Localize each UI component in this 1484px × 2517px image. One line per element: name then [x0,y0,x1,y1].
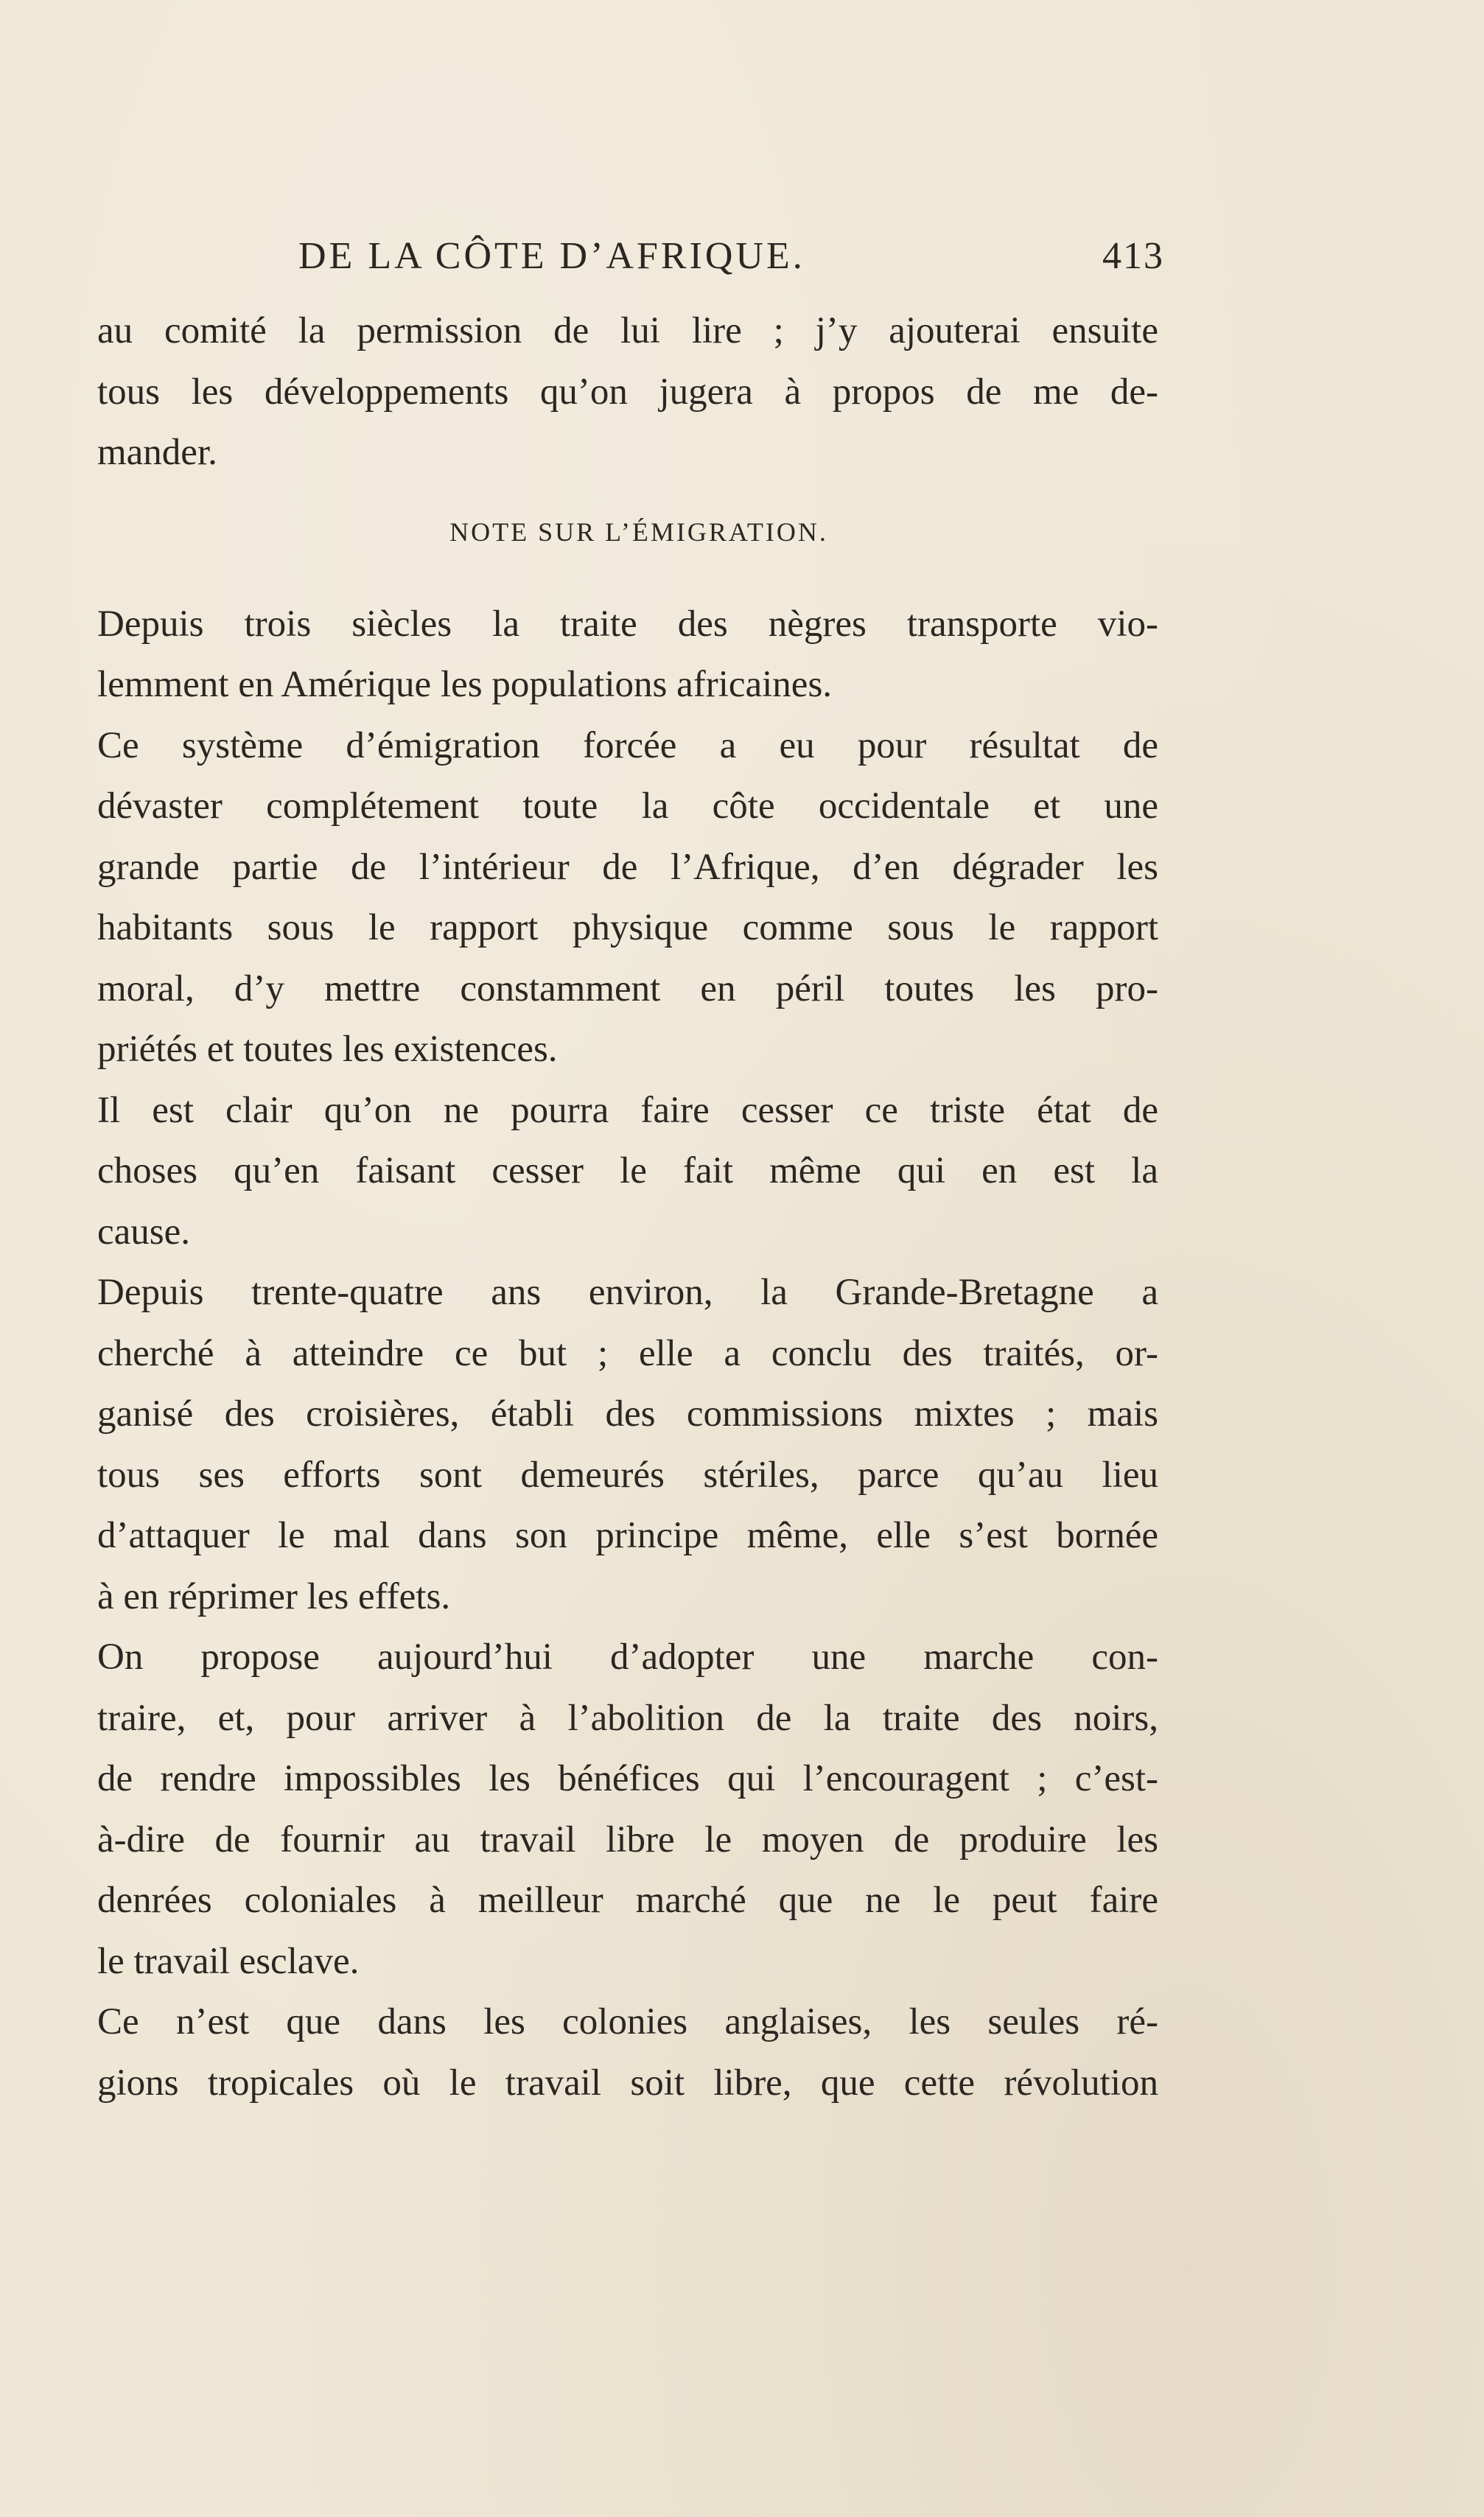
text-line: le travail esclave. [97,1940,360,1982]
text-line: de rendre impossibles les bénéfices qui l’encouragent ; c’est- [97,1758,1158,1799]
text-line: moral, d’y mettre constamment en péril toutes les pro- [97,967,1158,1009]
paragraph [97,1080,1158,1263]
text-line: denrées coloniales à meilleur marché que ne le peut faire [97,1880,1158,1921]
text-line: ganisé des croisières, établi des commissions mixtes ; mais [97,1393,1158,1435]
body-text [97,301,1158,2113]
paragraph [97,1627,1158,1992]
text-line: lemment en Amérique les populations africaines. [97,664,833,705]
text-line: Ce système d’émigration forcée a eu pour résultat de [97,724,1158,766]
paragraph [97,594,1158,715]
text-line: à-dire de fournir au travail libre le moyen de produire les [97,1818,1158,1860]
intro-paragraph [97,301,1158,483]
text-line: au comité la permission de lui lire ; j’y ajouterai ensuite [97,310,1158,351]
paragraph [97,715,1158,1080]
text-line: Il est clair qu’on ne pourra faire cesser ce triste état de [97,1089,1158,1131]
text-line: tous ses efforts sont demeurés stériles, parce qu’au lieu [97,1454,1158,1496]
section-heading: NOTE SUR L’ÉMIGRATION. [449,517,828,547]
text-line: cherché à atteindre ce but ; elle a conclu des traités, or- [97,1332,1158,1374]
heading-spacer [97,564,1158,594]
text-line: cause. [97,1211,191,1253]
text-line: tous les développements qu’on jugera à propos de me de- [97,371,1158,413]
text-line: habitants sous le rapport physique comme sous le rapport [97,907,1158,948]
text-line: On propose aujourd’hui d’adopter une marche con- [97,1636,1158,1678]
text-line: Ce n’est que dans les colonies anglaises, les seules ré- [97,2001,1158,2042]
text-line: d’attaquer le mal dans son principe même, elle s’est bornée [97,1515,1158,1556]
paragraph [97,1992,1158,2113]
text-line: Depuis trente-quatre ans environ, la Grande-Bretagne a [97,1272,1158,1313]
text-line: à en réprimer les effets. [97,1575,451,1617]
text-line: choses qu’en faisant cesser le fait même qui en est la [97,1150,1158,1191]
text-line: gions tropicales où le travail soit libre, que cette révolution [97,2062,1158,2104]
paragraph [97,1262,1158,1627]
running-title: DE LA CÔTE D’AFRIQUE. [298,235,805,277]
running-header [298,234,1164,279]
text-line: Depuis trois siècles la traite des nègres transporte vio- [97,603,1158,645]
text-line: mander. [97,432,217,473]
text-line: priétés et toutes les existences. [97,1029,558,1070]
text-line: traire, et, pour arriver à l’abolition de la traite des noirs, [97,1697,1158,1739]
text-line: grande partie de l’intérieur de l’Afrique, d’en dégrader les [97,846,1158,888]
page-number: 413 [1102,235,1164,277]
text-line: dévaster complétement toute la côte occidentale et une [97,785,1158,827]
